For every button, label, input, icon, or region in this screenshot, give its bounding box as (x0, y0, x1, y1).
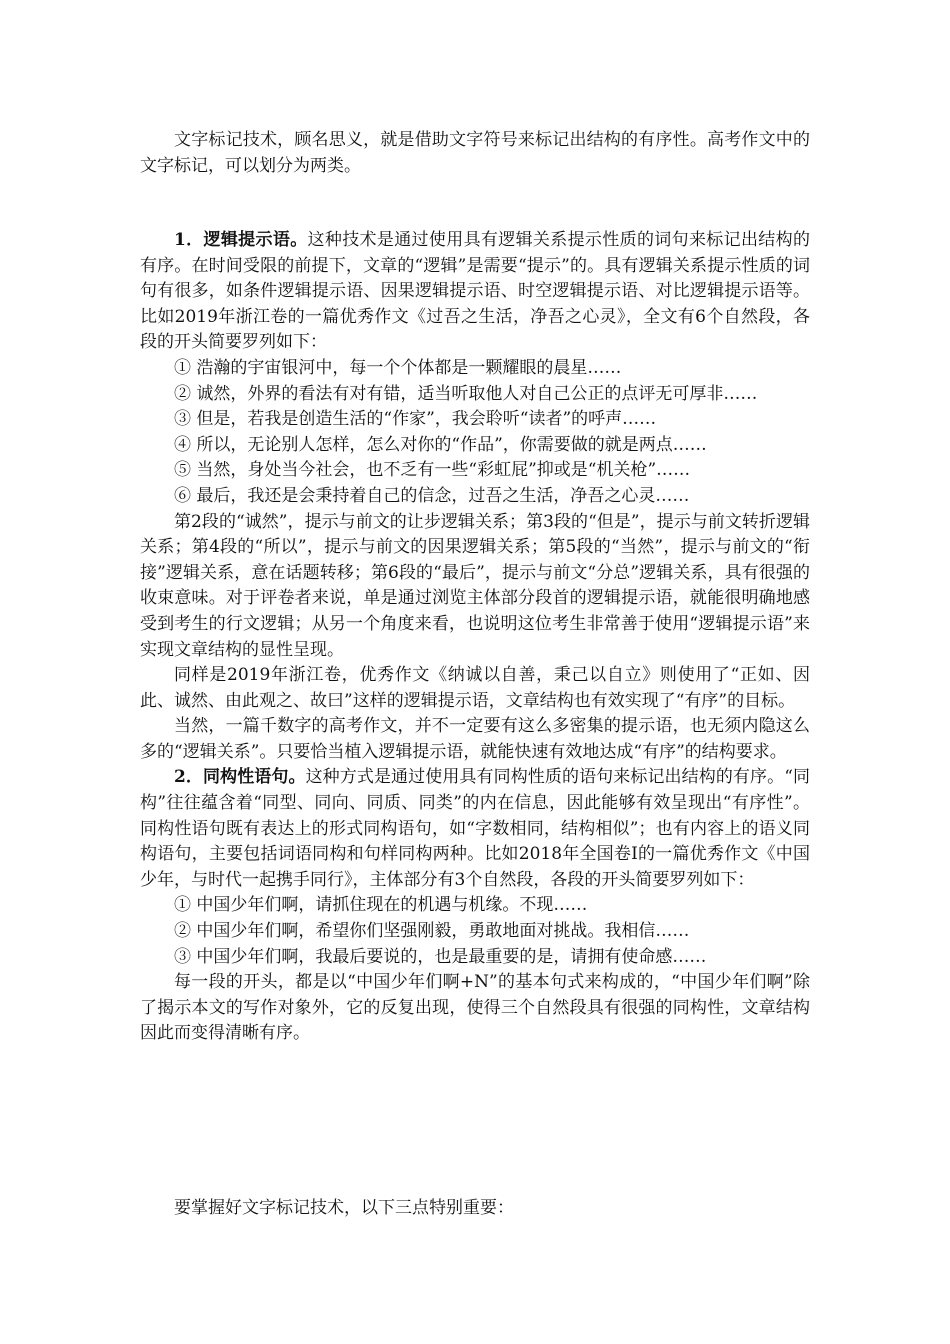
list-item: ① 中国少年们啊，请抓住现在的机遇与机缘。不现…… (174, 895, 588, 916)
section2-paragraph (140, 765, 810, 893)
section-body (140, 228, 810, 1047)
list-item: ③ 但是，若我是创造生活的“作家”，我会聆听“读者”的呼声…… (174, 409, 657, 430)
list-item: ② 中国少年们啊，希望你们坚强刚毅，勇敢地面对挑战。我相信…… (174, 921, 690, 942)
list-item: ④ 所以，无论别人怎样，怎么对你的“作品”，你需要做的就是两点…… (174, 434, 707, 455)
list-item: ⑥ 最后，我还是会秉持着自己的信念，过吾之生活，净吾之心灵…… (174, 485, 690, 506)
section2-heading: 2．同构性语句。 (174, 767, 306, 788)
list-item: ⑤ 当然，身处当今社会，也不乏有一些“彩虹屁”抑或是“机关枪”…… (174, 460, 691, 481)
intro-paragraph: 文字标记技术，顾名思义，就是借助文字符号来标记出结构的有序性。高考作文中的文字标记，可以划分为两类。 (140, 130, 810, 176)
section2-body: 这种方式是通过使用具有同构性质的语句来标记出结构的有序。“同构”往往蕴含着“同型、同向、同质、同类”的内在信息，因此能够有效呈现出“有序性”。同构性语句既有表达上的形式同构语句，如“字数相同，结构相似”；也有内容上的语义同构语句，主要包括词语同构和句样同构两种。比如2018年全国卷Ⅰ的一篇优秀作文《中国少年，与时代一起携手同行》，主体部分有3个自然段，各段的开头简要罗列如下： (140, 767, 810, 890)
list-item: ③ 中国少年们啊，我最后要说的，也是最重要的是，请拥有使命感…… (174, 946, 707, 967)
section1-example2: 同样是2019年浙江卷，优秀作文《纳诚以自善，秉己以自立》则使用了“正如、因此、诚然、由此观之、故曰”这样的逻辑提示语，文章结构也有效实现了“有序”的目标。 (140, 665, 810, 711)
list-item: ① 浩瀚的宇宙银河中，每一个个体都是一颗耀眼的晨星…… (174, 357, 622, 378)
section1-note: 当然，一篇千数字的高考作文，并不一定要有这么多密集的提示语，也无须内隐这么多的“逻辑关系”。只要恰当植入逻辑提示语，就能快速有效地达成“有序”的结构要求。 (140, 716, 810, 762)
section1-analysis: 第2段的“诚然”，提示与前文的让步逻辑关系；第3段的“但是”，提示与前文转折逻辑关系；第4段的“所以”，提示与前文的因果逻辑关系；第5段的“当然”，提示与前文的“衔接”逻辑关系，意在话题转移；第6段的“最后”，提示与前文“分总”逻辑关系，具有很强的收束意味。对于评卷者来说，单是通过浏览主体部分段首的逻辑提示语，就能很明确地感受到考生的行文逻辑；从另一个角度来看，也说明这位考生非常善于使用“逻辑提示语”来实现文章结构的显性呈现。 (140, 511, 810, 660)
section1-heading: 1．逻辑提示语。 (174, 230, 308, 250)
closing-paragraph: 要掌握好文字标记技术，以下三点特别重要： (174, 1198, 514, 1218)
section1-paragraph (140, 228, 810, 356)
section2-analysis: 每一段的开头，都是以“中国少年们啊+N”的基本句式来构成的，“中国少年们啊”除了揭示本文的写作对象外，它的反复出现，使得三个自然段具有很强的同构性，文章结构因此而变得清晰有序。 (140, 972, 810, 1044)
list-item: ② 诚然，外界的看法有对有错，适当听取他人对自己公正的点评无可厚非…… (174, 383, 758, 404)
section1-body: 这种技术是通过使用具有逻辑关系提示性质的词句来标记出结构的有序。在时间受限的前提下，文章的“逻辑”是需要“提示”的。具有逻辑关系提示性质的词句有很多，如条件逻辑提示语、因果逻辑提示语、时空逻辑提示语、对比逻辑提示语等。比如2019年浙江卷的一篇优秀作文《过吾之生活，净吾之心灵》，全文有6个自然段，各段的开头简要罗列如下： (140, 230, 810, 353)
